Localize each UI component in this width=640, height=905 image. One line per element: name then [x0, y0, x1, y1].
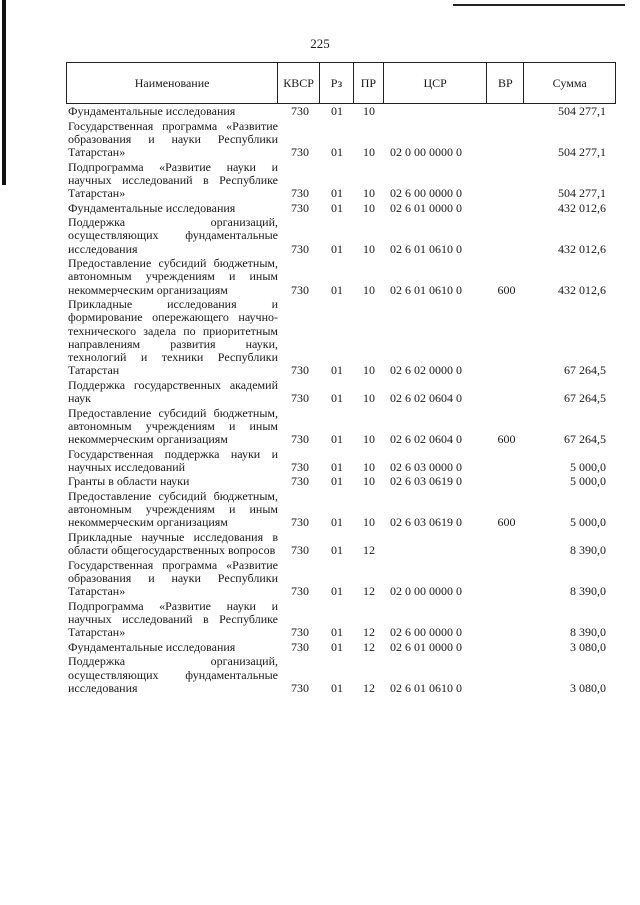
cell-name: Предоставление субсидий бюджетным, автономным учреждениям и иным некоммерческим организациям	[68, 488, 278, 530]
cell-rz: 01	[331, 363, 343, 378]
table-row	[66, 448, 616, 474]
cell-rz: 01	[331, 391, 343, 405]
cell-rz: 01	[331, 432, 343, 446]
table-row	[66, 298, 616, 377]
cell-name: Поддержка организаций, осуществляющих фундаментальные исследования	[68, 215, 278, 256]
scan-edge-bar	[2, 0, 6, 185]
header-sum: Сумма	[552, 75, 587, 90]
cell-name: Гранты в области науки	[68, 474, 190, 489]
cell-sum: 504 277,1	[558, 104, 606, 118]
header-rz: Рз	[320, 63, 354, 103]
cell-kvsr: 730	[291, 680, 309, 695]
table-row	[66, 490, 616, 530]
cell-pr: 10	[363, 363, 375, 378]
cell-csr: 02 6 01 0000 0	[390, 200, 462, 215]
cell-csr: 02 6 03 0000 0	[390, 459, 462, 474]
cell-kvsr: 730	[291, 145, 309, 159]
table-row	[66, 655, 616, 695]
scan-top-line	[453, 4, 625, 6]
cell-kvsr: 730	[291, 432, 309, 446]
cell-kvsr: 730	[291, 639, 309, 654]
cell-pr: 12	[363, 625, 375, 640]
cell-kvsr: 730	[291, 186, 309, 200]
cell-sum: 8 390,0	[570, 543, 606, 558]
table-row	[66, 407, 616, 447]
cell-sum: 8 390,0	[570, 625, 606, 640]
header-name: Наименование	[67, 63, 278, 103]
cell-csr: 02 6 03 0619 0	[390, 515, 462, 530]
cell-kvsr: 730	[291, 104, 309, 118]
cell-pr: 10	[363, 145, 375, 159]
cell-kvsr: 730	[291, 584, 309, 599]
table-row	[66, 161, 616, 201]
cell-kvsr: 730	[291, 363, 309, 378]
cell-csr: 02 6 01 0610 0	[390, 282, 462, 297]
table-row	[66, 120, 616, 160]
cell-name: Прикладные исследования и формирование опережающего научно-технического задела по приоритетным направлениям развития науки, технологий и техники Республики Татарстан	[68, 297, 278, 378]
cell-rz: 01	[331, 625, 343, 640]
cell-rz: 01	[331, 186, 343, 200]
cell-sum: 3 080,0	[570, 680, 606, 695]
cell-csr: 02 6 02 0604 0	[390, 391, 462, 405]
cell-vr: 600	[497, 432, 516, 446]
cell-pr: 10	[363, 474, 375, 489]
cell-rz: 01	[331, 459, 343, 474]
table-row	[66, 257, 616, 297]
header-kvsr: КВСР	[278, 63, 320, 103]
table-header	[66, 62, 616, 104]
cell-csr: 02 6 02 0604 0	[390, 432, 462, 446]
cell-pr: 10	[363, 459, 375, 474]
cell-sum: 432 012,6	[558, 241, 606, 256]
table-row	[66, 559, 616, 599]
cell-name: Прикладные научные исследования в области общегосударственных вопросов	[68, 529, 278, 558]
cell-kvsr: 730	[291, 474, 309, 489]
cell-name: Подпрограмма «Развитие науки и научных исследований в Республике Татарстан»	[68, 598, 278, 640]
cell-kvsr: 730	[291, 543, 309, 558]
cell-csr: 02 0 00 0000 0	[390, 145, 462, 159]
cell-sum: 504 277,1	[558, 145, 606, 159]
cell-csr: 02 6 00 0000 0	[390, 186, 462, 200]
cell-pr: 10	[363, 186, 375, 200]
cell-kvsr: 730	[291, 459, 309, 474]
cell-name: Поддержка государственных академий наук	[68, 377, 278, 405]
cell-pr: 10	[363, 432, 375, 446]
cell-rz: 01	[331, 584, 343, 599]
cell-pr: 12	[363, 584, 375, 599]
cell-pr: 12	[363, 639, 375, 654]
cell-vr: 600	[497, 515, 516, 530]
cell-rz: 01	[331, 104, 343, 118]
cell-name: Государственная поддержка науки и научных исследований	[68, 446, 278, 474]
cell-sum: 504 277,1	[558, 186, 606, 200]
cell-rz: 01	[331, 680, 343, 695]
cell-rz: 01	[331, 515, 343, 530]
table-row	[66, 475, 616, 488]
table-row	[66, 202, 616, 215]
cell-sum: 5 000,0	[570, 459, 606, 474]
cell-kvsr: 730	[291, 282, 309, 297]
cell-pr: 12	[363, 680, 375, 695]
cell-pr: 10	[363, 241, 375, 256]
cell-rz: 01	[331, 200, 343, 215]
cell-csr: 02 6 03 0619 0	[390, 474, 462, 489]
cell-pr: 10	[363, 104, 375, 118]
cell-sum: 432 012,6	[558, 200, 606, 215]
page-number: 225	[310, 36, 330, 51]
cell-sum: 3 080,0	[570, 639, 606, 654]
cell-name: Фундаментальные исследования	[68, 200, 236, 215]
cell-csr: 02 6 01 0610 0	[390, 680, 462, 695]
cell-kvsr: 730	[291, 391, 309, 405]
cell-sum: 5 000,0	[570, 474, 606, 489]
budget-table	[66, 62, 616, 696]
cell-name: Предоставление субсидий бюджетным, автономным учреждениям и иным некоммерческим организациям	[68, 405, 278, 446]
table-row	[66, 105, 616, 118]
cell-pr: 10	[363, 515, 375, 530]
table-row	[66, 379, 616, 405]
cell-kvsr: 730	[291, 200, 309, 215]
cell-sum: 5 000,0	[570, 515, 606, 530]
cell-name: Подпрограмма «Развитие науки и научных исследований в Республике Татарстан»	[68, 159, 278, 200]
cell-name: Предоставление субсидий бюджетным, автономным учреждениям и иным некоммерческим организациям	[68, 256, 278, 297]
cell-pr: 12	[363, 543, 375, 558]
cell-csr: 02 6 01 0000 0	[390, 639, 462, 654]
cell-kvsr: 730	[291, 515, 309, 530]
cell-name: Государственная программа «Развитие образования и науки Республики Татарстан»	[68, 557, 278, 599]
cell-kvsr: 730	[291, 241, 309, 256]
cell-pr: 10	[363, 282, 375, 297]
cell-name: Государственная программа «Развитие образования и науки Республики Татарстан»	[68, 118, 278, 159]
cell-rz: 01	[331, 474, 343, 489]
cell-vr: 600	[497, 282, 516, 297]
cell-csr: 02 0 00 0000 0	[390, 584, 462, 599]
cell-pr: 10	[363, 391, 375, 405]
cell-name: Поддержка организаций, осуществляющих фундаментальные исследования	[68, 654, 278, 695]
table-body	[66, 105, 616, 695]
cell-pr: 10	[363, 200, 375, 215]
cell-csr: 02 6 00 0000 0	[390, 625, 462, 640]
cell-csr: 02 6 02 0000 0	[390, 363, 462, 378]
table-row	[66, 531, 616, 557]
cell-sum: 67 264,5	[564, 432, 606, 446]
cell-name: Фундаментальные исследования	[68, 104, 236, 118]
cell-sum: 432 012,6	[558, 282, 606, 297]
cell-rz: 01	[331, 241, 343, 256]
header-vr: ВР	[487, 63, 524, 103]
cell-kvsr: 730	[291, 625, 309, 640]
cell-rz: 01	[331, 639, 343, 654]
cell-name: Фундаментальные исследования	[68, 639, 236, 654]
header-csr: ЦСР	[384, 63, 488, 103]
cell-sum: 8 390,0	[570, 584, 606, 599]
cell-sum: 67 264,5	[564, 363, 606, 378]
table-row	[66, 216, 616, 256]
table-row	[66, 641, 616, 654]
cell-rz: 01	[331, 145, 343, 159]
cell-rz: 01	[331, 543, 343, 558]
table-row	[66, 600, 616, 640]
header-pr: ПР	[354, 63, 384, 103]
cell-sum: 67 264,5	[564, 391, 606, 405]
cell-rz: 01	[331, 282, 343, 297]
cell-csr: 02 6 01 0610 0	[390, 241, 462, 256]
